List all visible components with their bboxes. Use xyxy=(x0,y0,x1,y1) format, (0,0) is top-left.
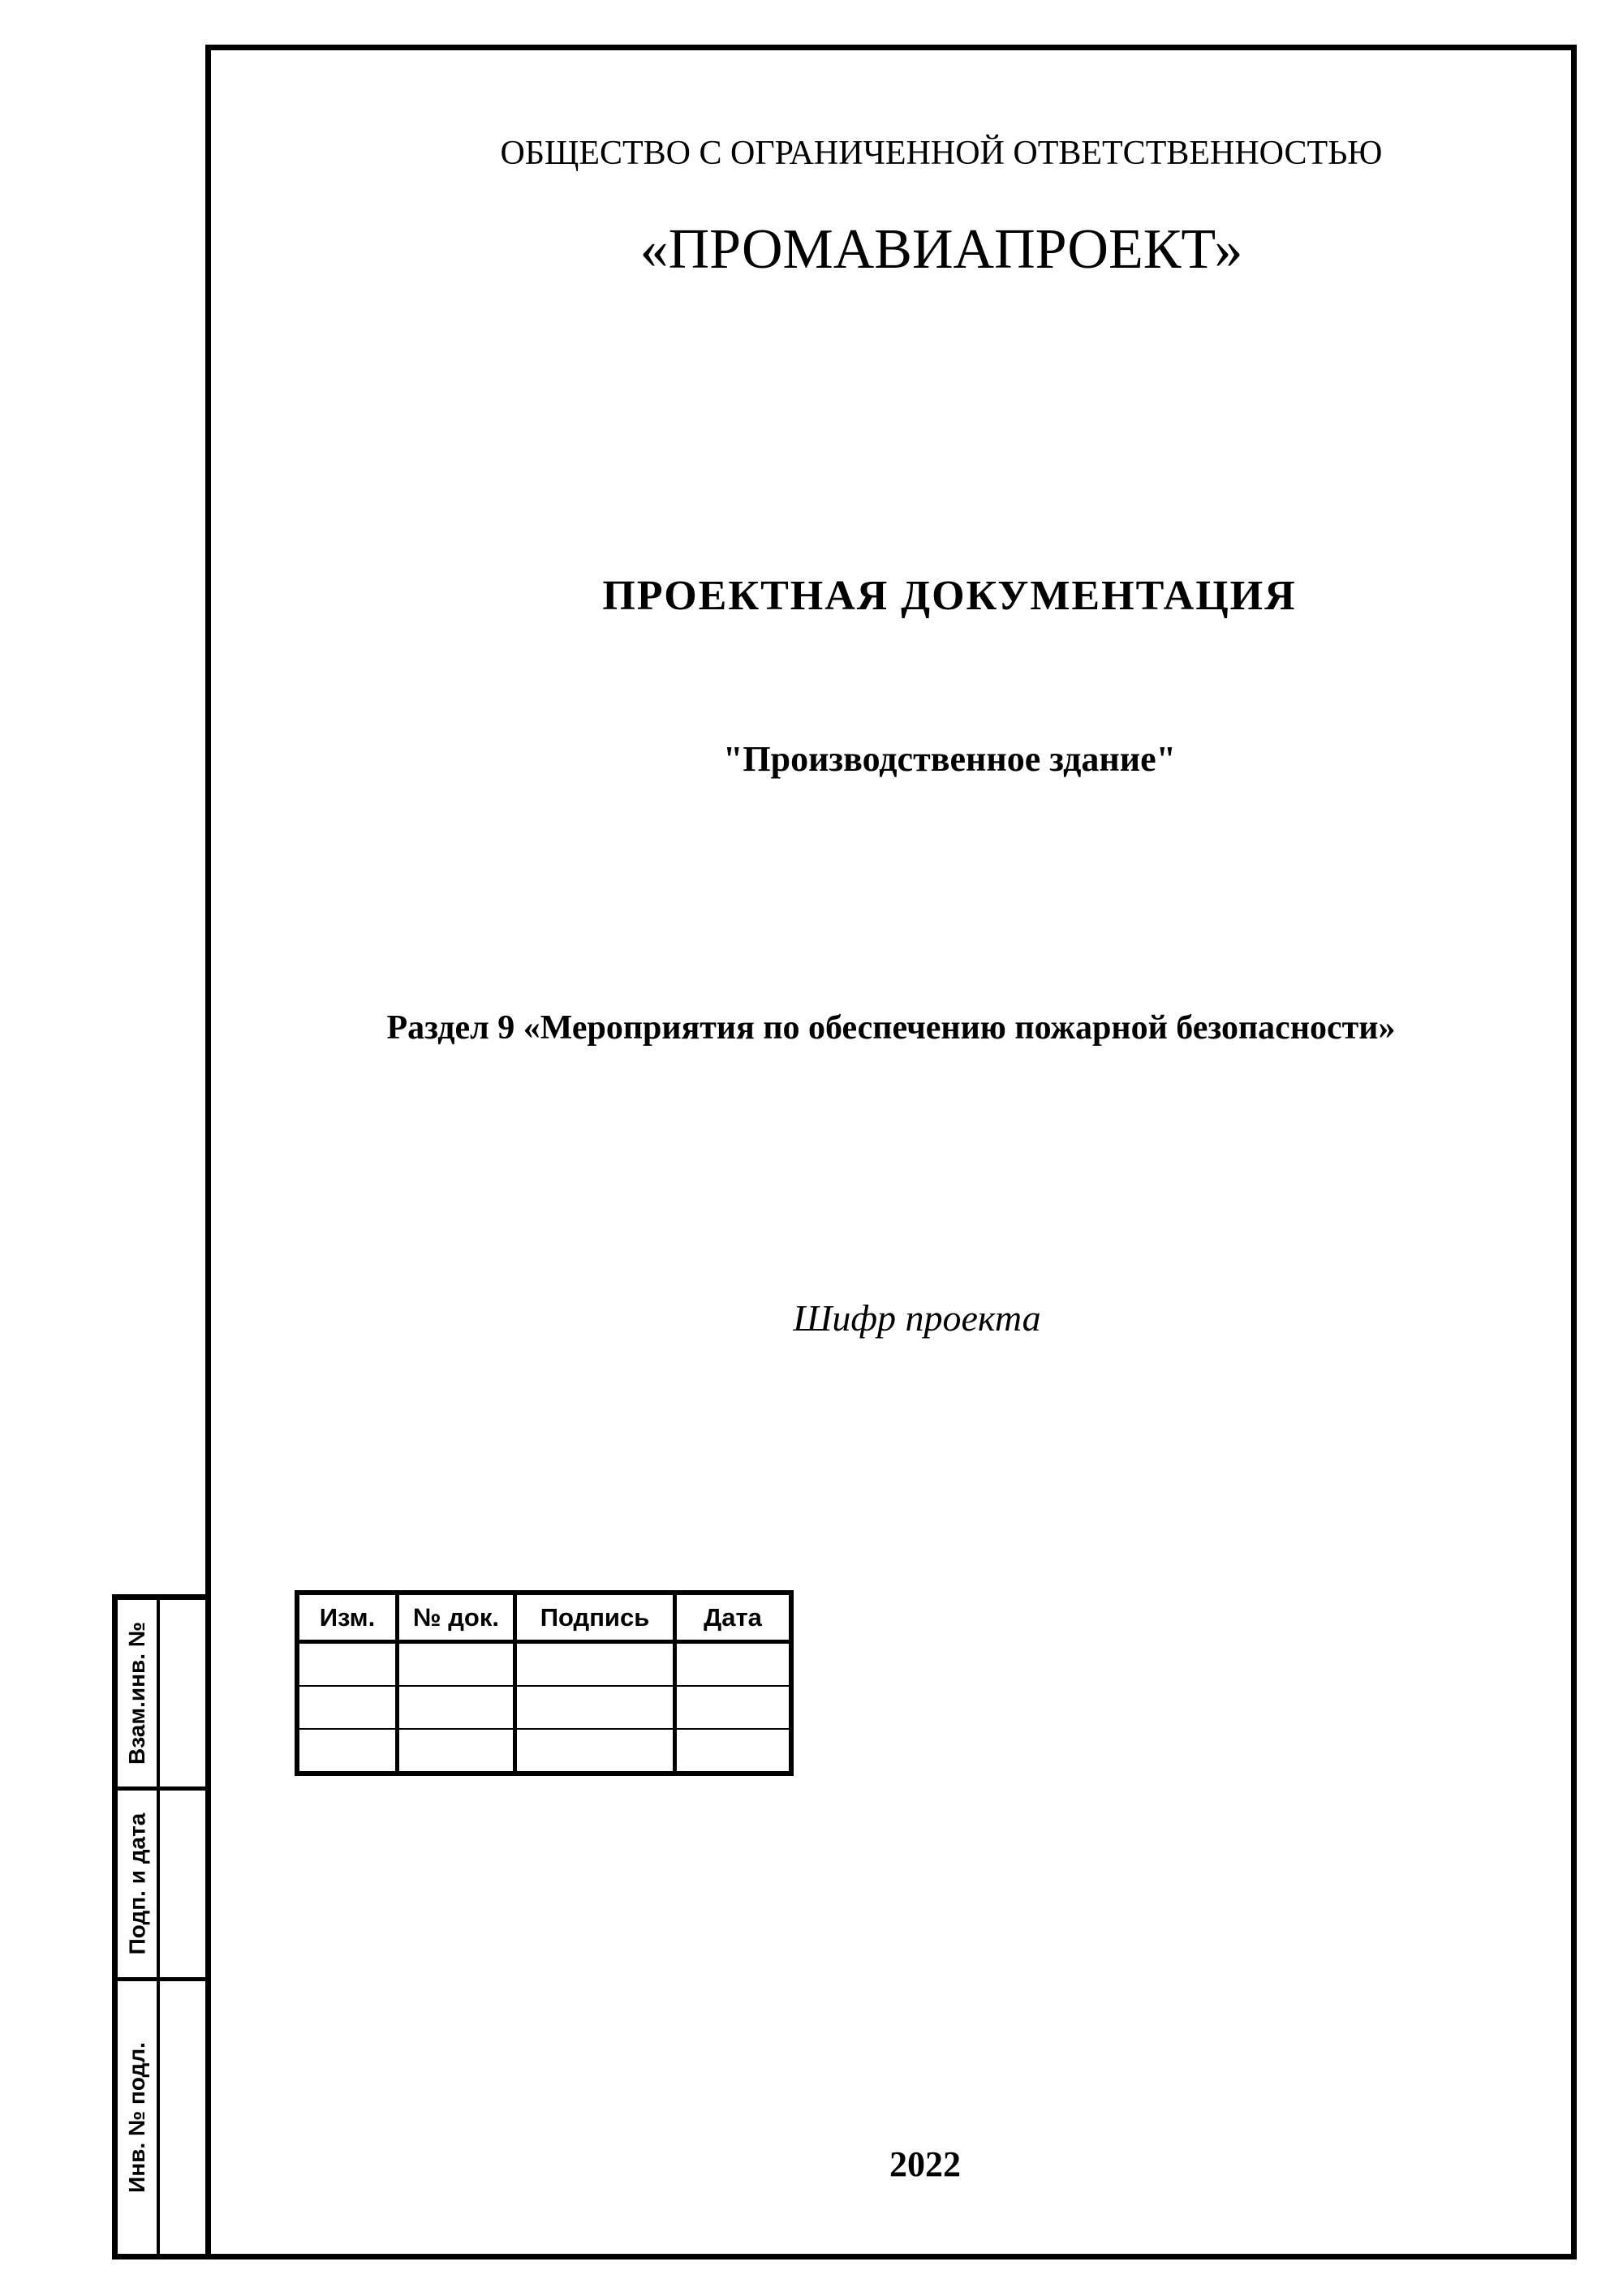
header-signature: Подпись xyxy=(515,1593,675,1642)
header-izm: Изм. xyxy=(297,1593,398,1642)
table-cell xyxy=(297,1642,398,1687)
object-name: "Производственное здание" xyxy=(722,739,1177,779)
table-row xyxy=(297,1642,791,1687)
project-code: Шифр проекта xyxy=(793,1297,1041,1339)
document-year: 2022 xyxy=(889,2144,961,2184)
section-title: Раздел 9 «Мероприятия по обеспечению пожарной безопасности» xyxy=(386,1009,1396,1047)
document-type-title: ПРОЕКТНАЯ ДОКУМЕНТАЦИЯ xyxy=(602,573,1297,619)
table-row xyxy=(297,1729,791,1774)
table-cell xyxy=(675,1642,792,1687)
organization-name: «ПРОМАВИАПРОЕКТ» xyxy=(639,218,1243,281)
revision-table xyxy=(295,1590,794,1776)
side-label-inv-podl: Инв. № подл. xyxy=(124,2042,150,2193)
table-cell xyxy=(398,1729,515,1774)
side-label-podp-data: Подп. и дата xyxy=(124,1812,150,1955)
header-date: Дата xyxy=(675,1593,792,1642)
table-row xyxy=(297,1686,791,1729)
table-cell xyxy=(297,1729,398,1774)
table-cell xyxy=(398,1686,515,1729)
drawing-frame xyxy=(205,45,1577,2259)
table-cell xyxy=(675,1686,792,1729)
table-cell xyxy=(675,1729,792,1774)
organization-type: ОБЩЕСТВО С ОГРАНИЧЕННОЙ ОТВЕТСТВЕННОСТЬЮ xyxy=(500,135,1383,172)
side-label-vzam-inv: Взам.инв. № xyxy=(124,1622,150,1765)
side-stamp-strip xyxy=(112,1594,209,2259)
revision-table-header xyxy=(297,1593,791,1642)
table-cell xyxy=(398,1642,515,1687)
table-cell xyxy=(297,1686,398,1729)
side-strip-vertical-divider xyxy=(157,1600,160,2254)
table-cell xyxy=(515,1686,675,1729)
header-doc-number: № док. xyxy=(398,1593,515,1642)
table-cell xyxy=(515,1642,675,1687)
table-cell xyxy=(515,1729,675,1774)
